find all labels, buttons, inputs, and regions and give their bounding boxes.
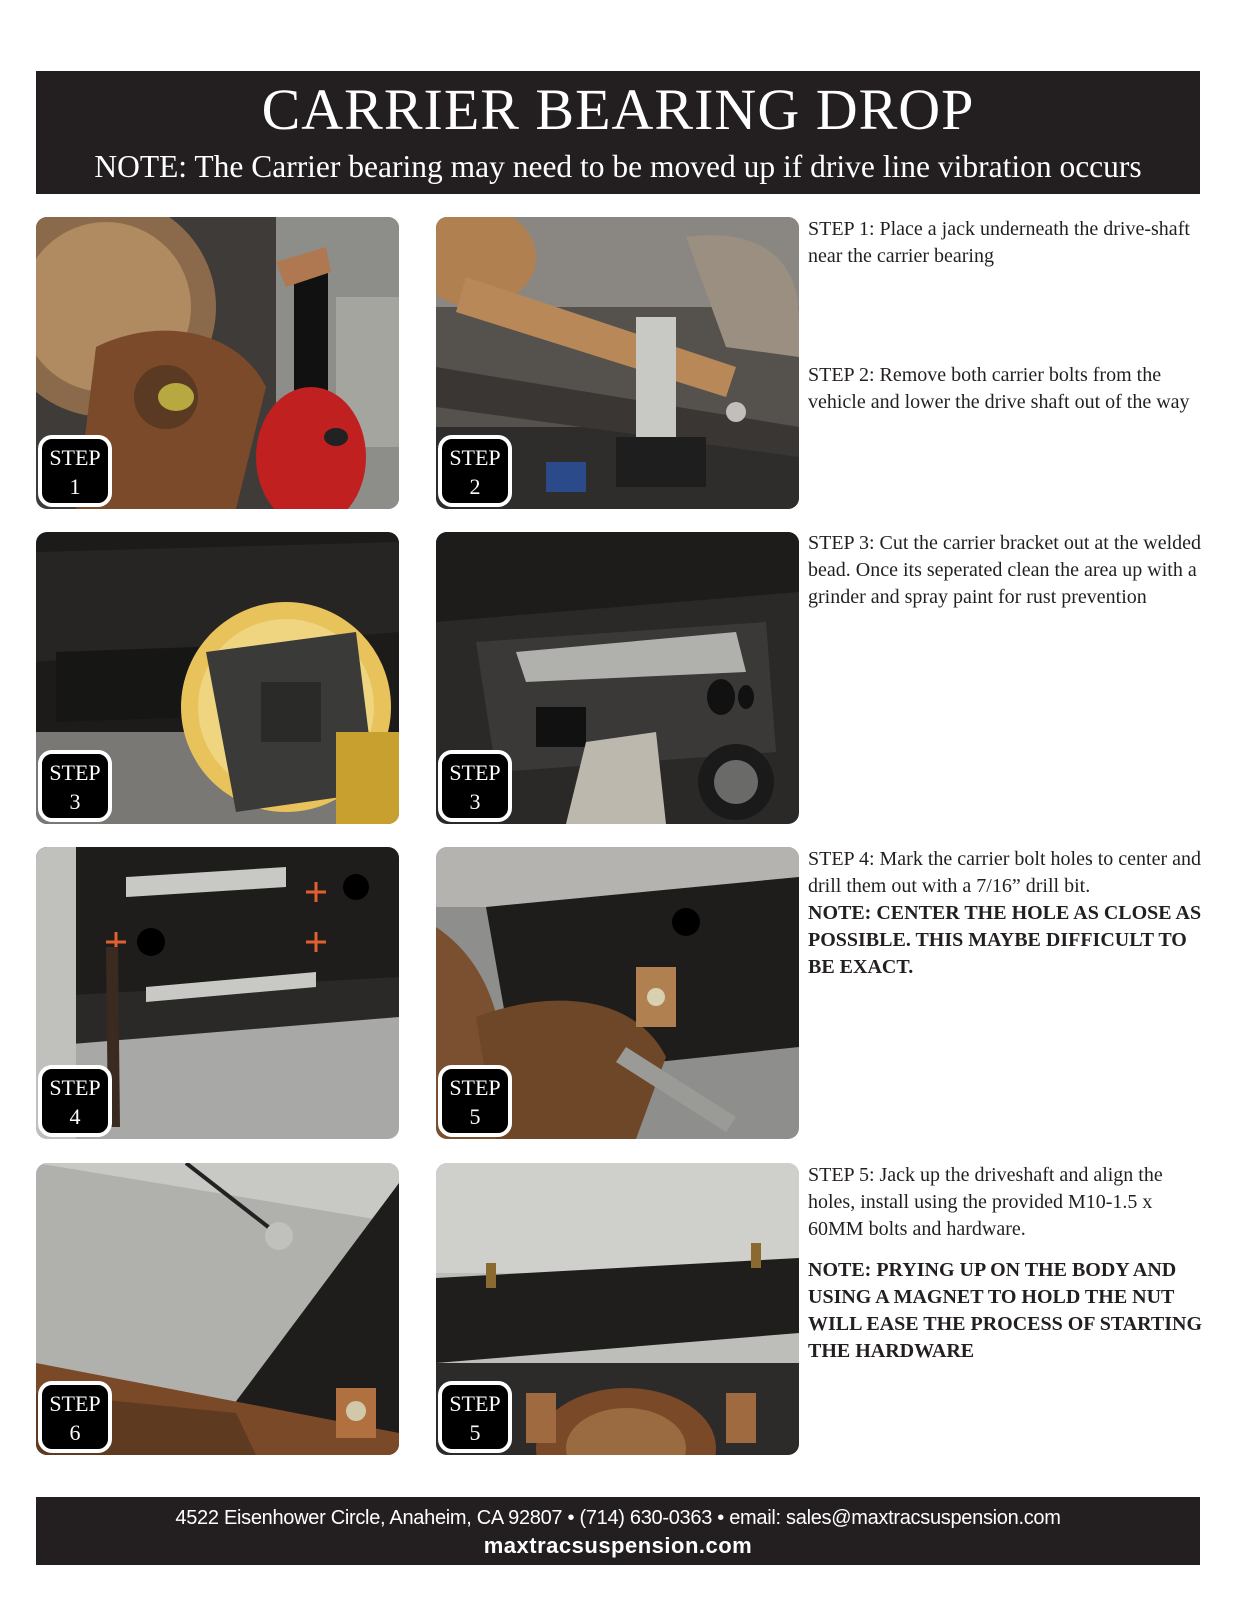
step-4-photo (36, 847, 399, 1139)
step-2-photo (436, 217, 799, 509)
step-badge-word: STEP (49, 1391, 101, 1416)
step-3-text: STEP 3: Cut the carrier bracket out at the welded bead. Once its seperated clean the area up with a grinder and spray paint for rust prevention (808, 532, 1202, 608)
step-badge-word: STEP (49, 1075, 101, 1100)
step-3-photo-bracket (436, 532, 799, 824)
footer-contact: 4522 Eisenhower Circle, Anaheim, CA 92807 • (714) 630-0363 • email: sales@maxtracsuspension.com (175, 1507, 1061, 1529)
footer-bar (36, 1497, 1200, 1565)
step-badge-number: 2 (469, 474, 481, 499)
step-badge (38, 1065, 112, 1137)
header-note: NOTE: The Carrier bearing may need to be moved up if drive line vibration occurs (94, 149, 1142, 184)
step-badge-number: 6 (69, 1420, 81, 1445)
step-5-photo-installed (436, 1163, 799, 1455)
step-5-photo-align (436, 847, 799, 1139)
step-badge-number: 4 (69, 1104, 81, 1129)
step-badge (438, 1065, 512, 1137)
step-5-note (808, 1257, 1203, 1365)
step-1-text: STEP 1: Place a jack underneath the drive-shaft near the carrier bearing (808, 218, 1190, 267)
step-badge (438, 750, 512, 822)
step-badge (38, 1381, 112, 1453)
step-4-note-text: NOTE: CENTER THE HOLE AS CLOSE AS POSSIBLE. THIS MAYBE DIFFICULT TO BE EXACT. (808, 902, 1202, 978)
step-3-photo-grinder (36, 532, 399, 824)
page-title: CARRIER BEARING DROP (261, 77, 975, 142)
step-6-photo (36, 1163, 399, 1455)
step-1-photo (36, 217, 399, 509)
step-badge (438, 1381, 512, 1453)
step-2-text: STEP 2: Remove both carrier bolts from the vehicle and lower the drive shaft out of the way (808, 364, 1190, 413)
step-4-block (808, 846, 1203, 981)
step-4-note (808, 900, 1203, 981)
step-badge-number: 5 (469, 1104, 481, 1129)
title-banner (36, 71, 1200, 194)
step-badge-word: STEP (449, 1391, 501, 1416)
step-badge-word: STEP (449, 760, 501, 785)
step-badge-number: 3 (69, 789, 81, 814)
step-badge-word: STEP (49, 760, 101, 785)
step-5-block (808, 1162, 1203, 1365)
step-badge (438, 435, 512, 507)
step-badge-number: 5 (469, 1420, 481, 1445)
step-badge-word: STEP (449, 1075, 501, 1100)
step-badge (38, 435, 112, 507)
step-badge (38, 750, 112, 822)
step-badge-number: 1 (69, 474, 81, 499)
step-5-text: STEP 5: Jack up the driveshaft and align the holes, install using the provided M10-1.5 x 60MM bolts and hardware. (808, 1164, 1163, 1240)
step-badge-word: STEP (49, 445, 101, 470)
step-5-note-text: NOTE: PRYING UP ON THE BODY AND USING A MAGNET TO HOLD THE NUT WILL EASE THE PROCESS OF STARTING THE HARDWARE (808, 1259, 1203, 1362)
footer-website[interactable]: maxtracsuspension.com (483, 1533, 753, 1558)
step-badge-number: 3 (469, 789, 481, 814)
step-4-text: STEP 4: Mark the carrier bolt holes to center and drill them out with a 7/16” drill bit. (808, 848, 1202, 897)
step-badge-word: STEP (449, 445, 501, 470)
